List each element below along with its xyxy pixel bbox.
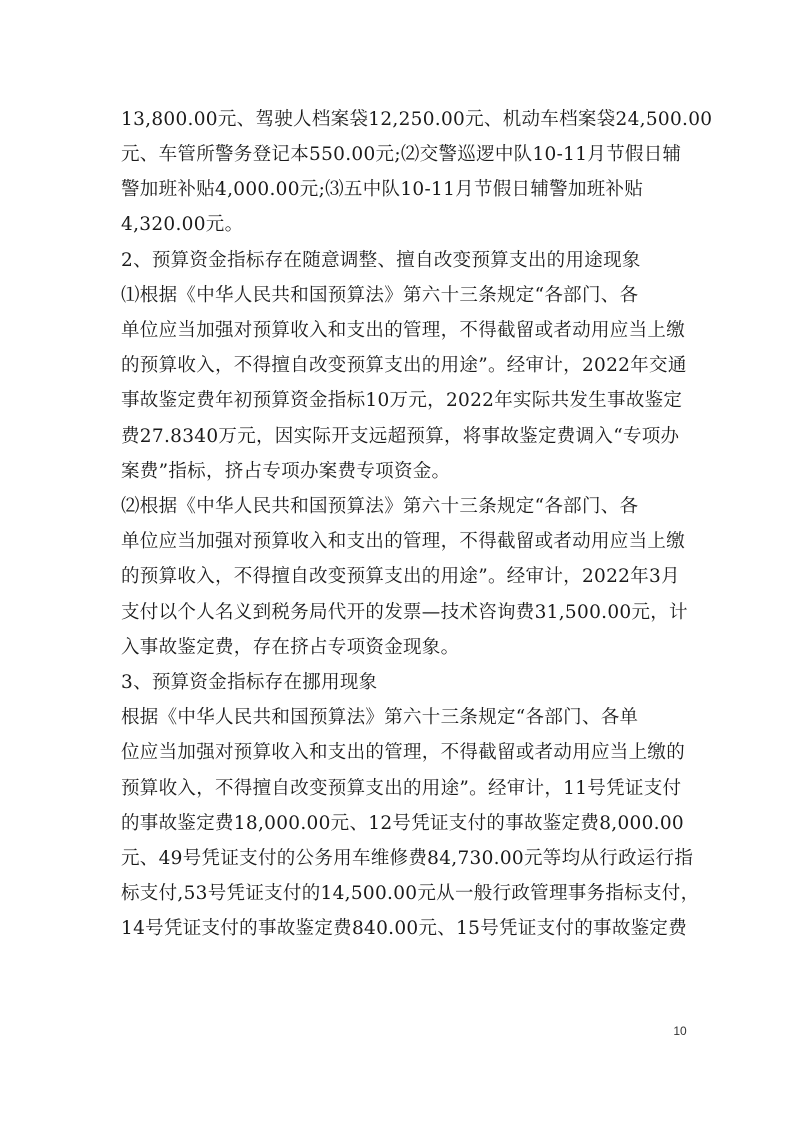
text-line: 费27.8340万元，因实际开支远超预算，将事故鉴定费调入“专项办 <box>121 426 680 447</box>
text-line: 14号凭证支付的事故鉴定费840.00元、15号凭证支付的事故鉴定费 <box>121 918 688 939</box>
text-line: 标支付,53号凭证支付的14,500.00元从一般行政管理事务指标支付， <box>121 883 700 904</box>
text-line: 单位应当加强对预算收入和支出的管理，不得截留或者动用应当上缴 <box>121 531 686 552</box>
text-line: 预算收入，不得擅自改变预算支出的用途”。经审计，11号凭证支付 <box>121 778 682 799</box>
text-line: 4,320.00元。 <box>121 214 244 235</box>
text-line: 的预算收入，不得擅自改变预算支出的用途”。经审计，2022年交通 <box>121 355 687 376</box>
text-line: 位应当加强对预算收入和支出的管理，不得截留或者动用应当上缴的 <box>121 742 686 763</box>
page-number: 10 <box>673 1024 687 1038</box>
text-line: ⑴根据《中华人民共和国预算法》第六十三条规定“各部门、各 <box>121 285 639 306</box>
text-line: 入事故鉴定费，存在挤占专项资金现象。 <box>121 637 460 658</box>
text-line: 的事故鉴定费18,000.00元、12号凭证支付的事故鉴定费8,000.00 <box>121 813 684 834</box>
text-line: ⑵根据《中华人民共和国预算法》第六十三条规定“各部门、各 <box>121 496 639 517</box>
text-line: 警加班补贴4,000.00元;⑶五中队10-11月节假日辅警加班补贴 <box>121 179 644 200</box>
text-line: 的预算收入，不得擅自改变预算支出的用途”。经审计，2022年3月 <box>121 566 680 587</box>
text-line: 案费”指标，挤占专项办案费专项资金。 <box>121 461 451 482</box>
text-line: 根据《中华人民共和国预算法》第六十三条规定“各部门、各单 <box>121 707 639 728</box>
section-heading: 2、预算资金指标存在随意调整、擅自改变预算支出的用途现象 <box>121 250 641 271</box>
text-line: 元、49号凭证支付的公务用车维修费84,730.00元等均从行政运行指 <box>121 848 694 869</box>
text-line: 单位应当加强对预算收入和支出的管理，不得截留或者动用应当上缴 <box>121 320 686 341</box>
text-line: 元、车管所警务登记本550.00元;⑵交警巡逻中队10-11月节假日辅 <box>121 144 682 165</box>
section-heading: 3、预算资金指标存在挪用现象 <box>121 672 378 693</box>
text-line: 事故鉴定费年初预算资金指标10万元，2022年实际共发生事故鉴定 <box>121 390 683 411</box>
text-line: 支付以个人名义到税务局代开的发票—技术咨询费31,500.00元，计 <box>121 602 688 623</box>
text-line: 13,800.00元、驾驶人档案袋12,250.00元、机动车档案袋24,500.00 <box>121 109 713 130</box>
